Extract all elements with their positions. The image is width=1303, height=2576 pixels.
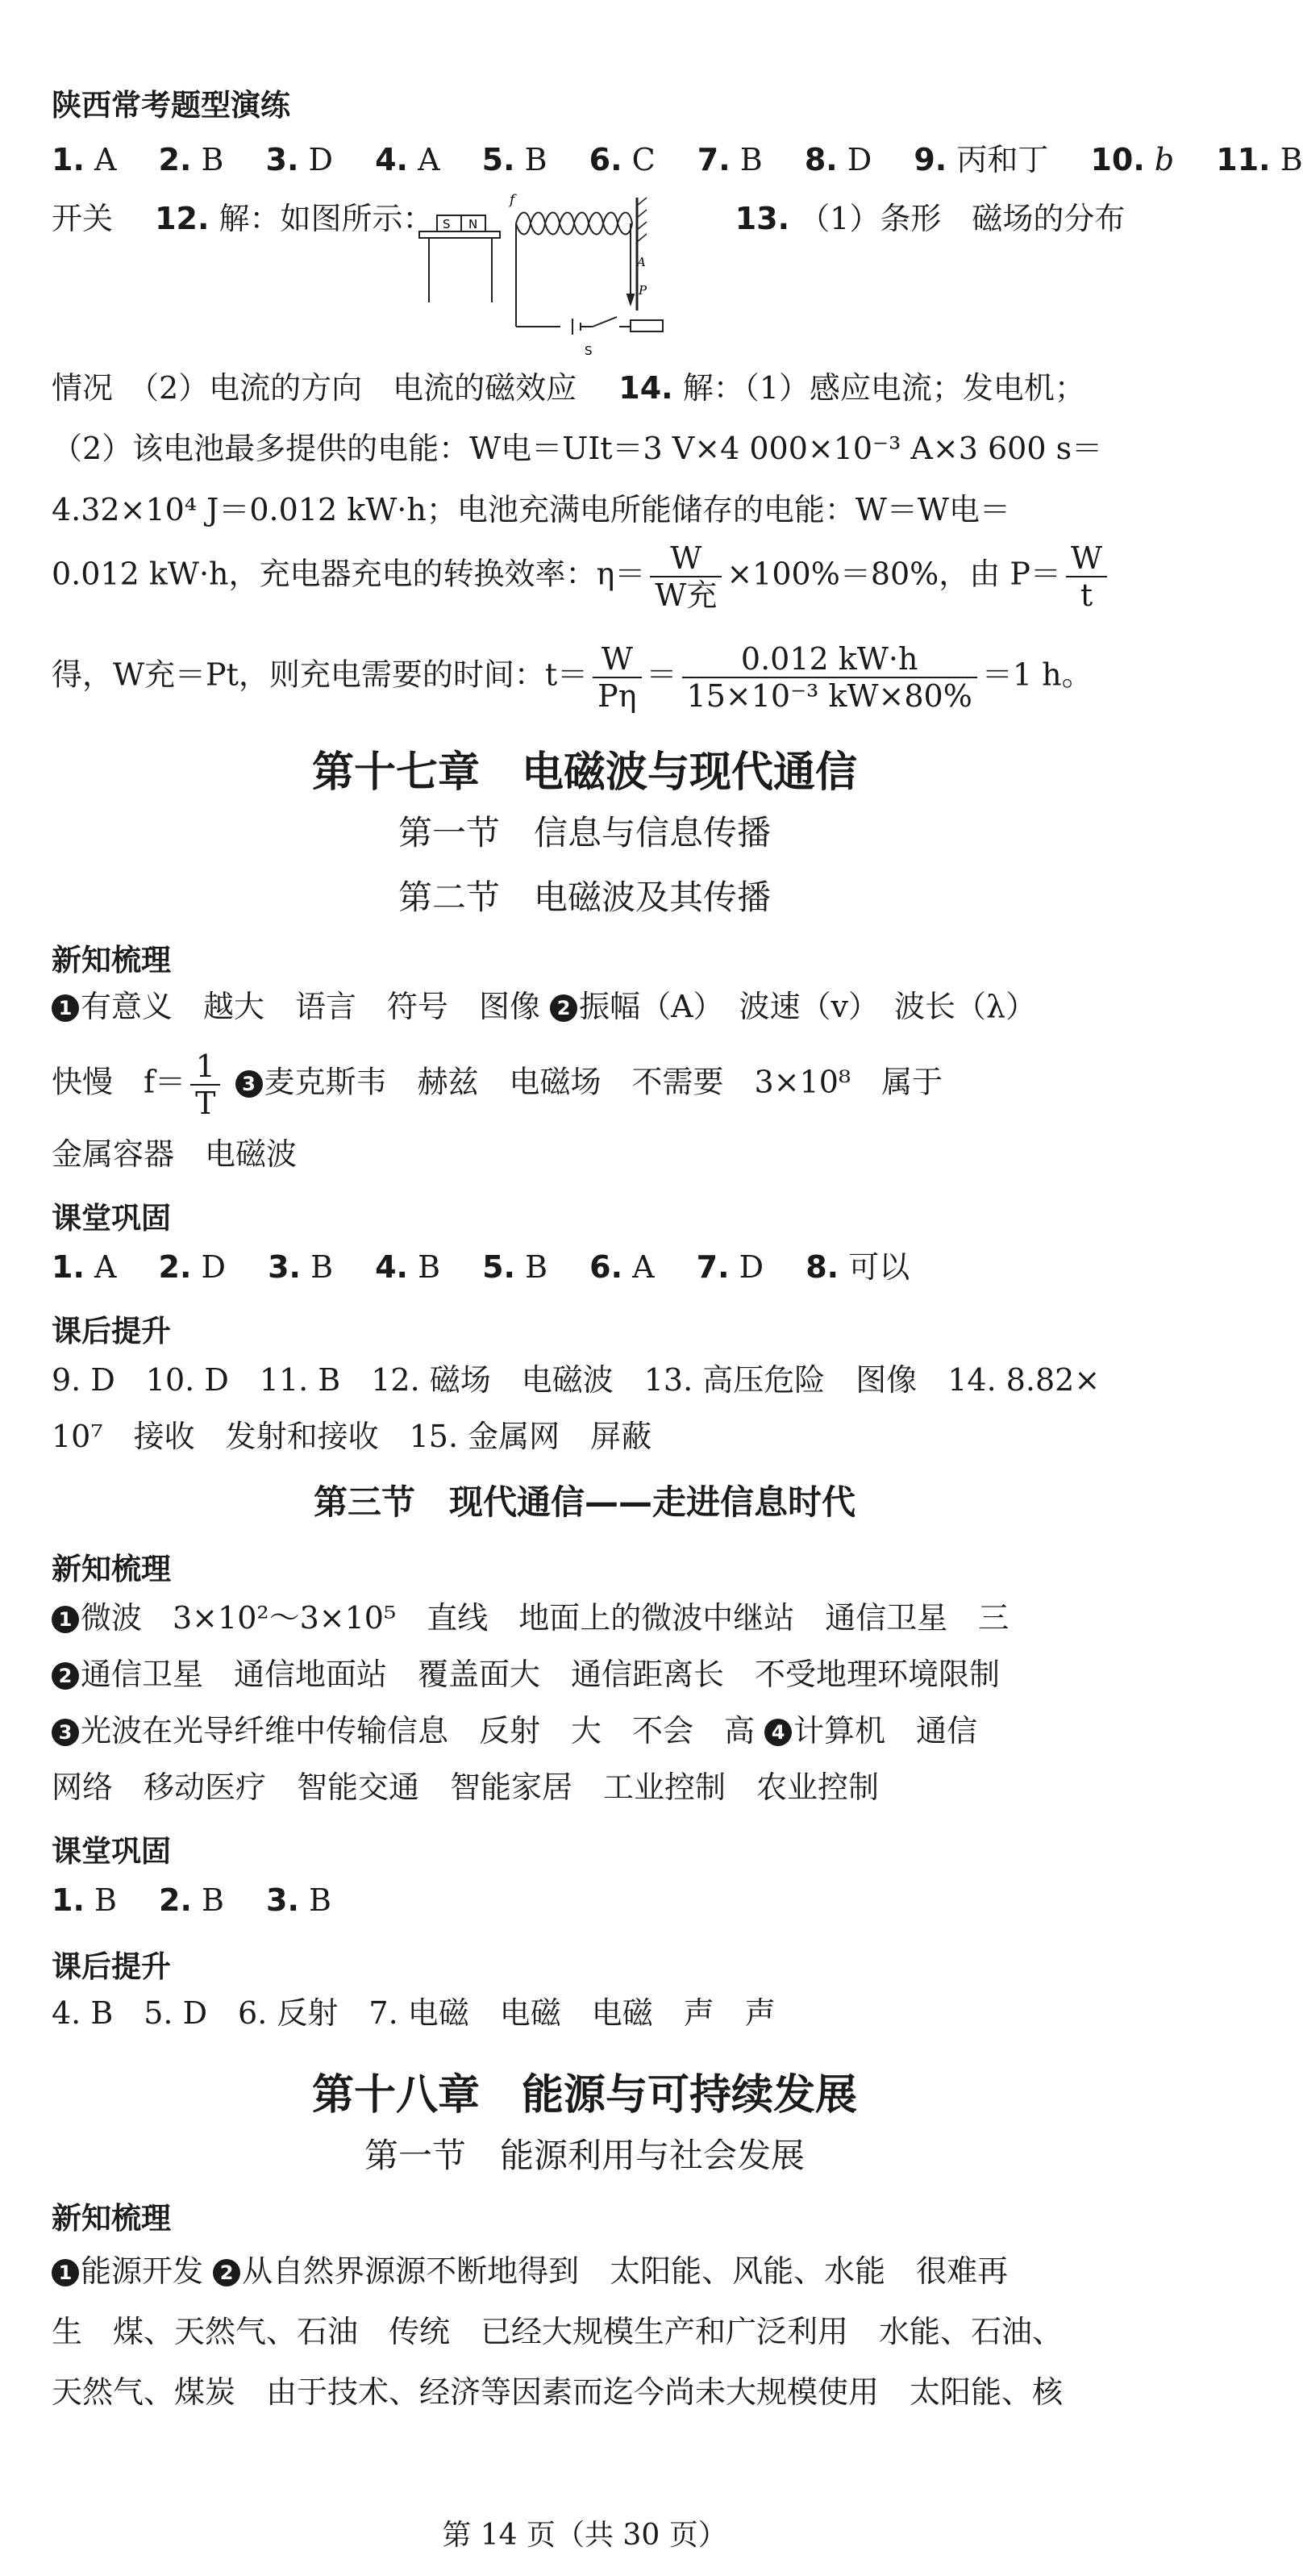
- p-label: P: [639, 283, 647, 298]
- chapter-17-title: 第十七章 电磁波与现代通信: [311, 748, 857, 797]
- knowledge-c18-row-3: 天然气、煤炭 由于技术、经济等因素而迄今尚未大规模使用 太阳能、核: [52, 2374, 1064, 2410]
- section-heading-xinzhi-2: 新知梳理: [52, 1552, 171, 1586]
- knowledge-c18-row-1: 1 能源开发 2 从自然界源源不断地得到 太阳能、风能、水能 很难再: [52, 2250, 1137, 2292]
- knowledge-s3-row-4: 网络 移动医疗 智能交通 智能家居 工业控制 农业控制: [52, 1769, 880, 1805]
- answer-row-2: 开关 12. 解：如图所示： 13. （1）条形 磁场的分布: [52, 201, 1126, 236]
- answer-row-7: 得，W充＝Pt，则充电需要的时间：t＝ $\frac{W}{P\eta}$ ＝ $\frac{0.012 kW\cdot h}{\text{15×10⁻³ kW×80\%}}$ ＝1 h。: [52, 641, 1093, 714]
- chapter-17-section-2: 第二节 电磁波及其传播: [398, 877, 771, 917]
- knowledge-row-2: 快慢 f＝ $\frac{1}{T}$ 3 麦克斯韦 赫兹 电磁场 不需要 3×10⁸ 属于: [52, 1048, 943, 1121]
- knowledge-c18-row-2: 生 煤、天然气、石油 传统 已经大规模生产和广泛利用 水能、石油、: [52, 2314, 1064, 2349]
- fraction-power: $\frac{W}{t}$: [1066, 540, 1107, 613]
- knowledge-s3-row-1: 1 微波 3×10²～3×10⁵ 直线 地面上的微波中继站 通信卫星 三: [52, 1597, 1137, 1639]
- f-label: f: [510, 192, 515, 208]
- electromagnet-circuit-diagram: [419, 190, 685, 359]
- section-heading-xinzhi: 新知梳理: [52, 943, 171, 977]
- chapter-18-section-1: 第一节 能源利用与社会发展: [364, 2136, 805, 2175]
- section-heading-kehou-2: 课后提升: [52, 1949, 171, 1984]
- switch-label: S: [585, 344, 593, 358]
- fraction-efficiency: $\frac{W}{\text{W充}}$: [650, 540, 722, 613]
- answer-row-5: 4.32×10⁴ J＝0.012 kW·h；电池充满电所能储存的电能：W＝W电＝: [52, 492, 1010, 527]
- ketang-s3-answers: 1. B 2. B 3. B: [52, 1882, 331, 1918]
- section-heading-kehou: 课后提升: [52, 1314, 171, 1348]
- n-pole-label: N: [468, 217, 478, 231]
- a-label: A: [637, 255, 646, 269]
- fraction-frequency: $\frac{1}{T}$: [190, 1048, 220, 1121]
- kehou-s3-row: 4. B 5. D 6. 反射 7. 电磁 电磁 电磁 声 声: [52, 1995, 776, 2031]
- section-heading-ketang: 课堂巩固: [52, 1201, 171, 1236]
- section-heading-shaanxi: 陕西常考题型演练: [52, 88, 290, 123]
- knowledge-row-1: 1 有意义 越大 语言 符号 图像 2 振幅（A） 波速（v） 波长（λ）: [52, 986, 1137, 1027]
- chapter-17-section-3: 第三节 现代通信——走进信息时代: [313, 1482, 855, 1522]
- answer-row-4: （2）该电池最多提供的电能：W电＝UIt＝3 V×4 000×10⁻³ A×3 600 s＝: [52, 431, 1103, 466]
- chapter-17-section-1: 第一节 信息与信息传播: [398, 813, 771, 852]
- knowledge-s3-row-3: 3 光波在光导纤维中传输信息 反射 大 不会 高 4 计算机 通信: [52, 1710, 1137, 1752]
- answer-row-6: 0.012 kW·h，充电器充电的转换效率：η＝ $\frac{W}{\text{W充}}$ ×100%＝80%，由 P＝ $\frac{W}{t}$: [52, 540, 1137, 613]
- kehou-row-1: 9. D 10. D 11. B 12. 磁场 电磁波 13. 高压危险 图像 14. 8.82×: [52, 1362, 1101, 1398]
- chapter-18-title: 第十八章 能源与可持续发展: [311, 2071, 857, 2120]
- page-footer: 第 14 页（共 30 页）: [442, 2519, 727, 2552]
- answer-row-1: 1. A 2. B 3. D 4. A 5. B 6. C 7. B 8. D 9. 丙和丁 10. b 11. B: [52, 142, 1303, 177]
- kehou-row-2: 10⁷ 接收 发射和接收 15. 金属网 屏蔽: [52, 1419, 652, 1454]
- section-heading-xinzhi-3: 新知梳理: [52, 2201, 171, 2236]
- knowledge-s3-row-2: 2 通信卫星 通信地面站 覆盖面大 通信距离长 不受地理环境限制: [52, 1653, 1137, 1695]
- knowledge-row-3: 金属容器 电磁波: [52, 1136, 298, 1172]
- s-pole-label: S: [443, 217, 451, 231]
- fraction-time: $\frac{W}{P\eta}$: [593, 641, 641, 714]
- answer-row-3: 情况 （2）电流的方向 电流的磁效应 14. 解：（1）感应电流；发电机；: [52, 370, 1085, 406]
- ketang-answers: 1. A 2. D 3. B 4. B 5. B 6. A 7. D 8. 可以: [52, 1249, 910, 1285]
- section-heading-ketang-2: 课堂巩固: [52, 1834, 171, 1869]
- fraction-time-values: $\frac{0.012 kW\cdot h}{\text{15×10⁻³ kW×80\%}}$: [682, 641, 977, 714]
